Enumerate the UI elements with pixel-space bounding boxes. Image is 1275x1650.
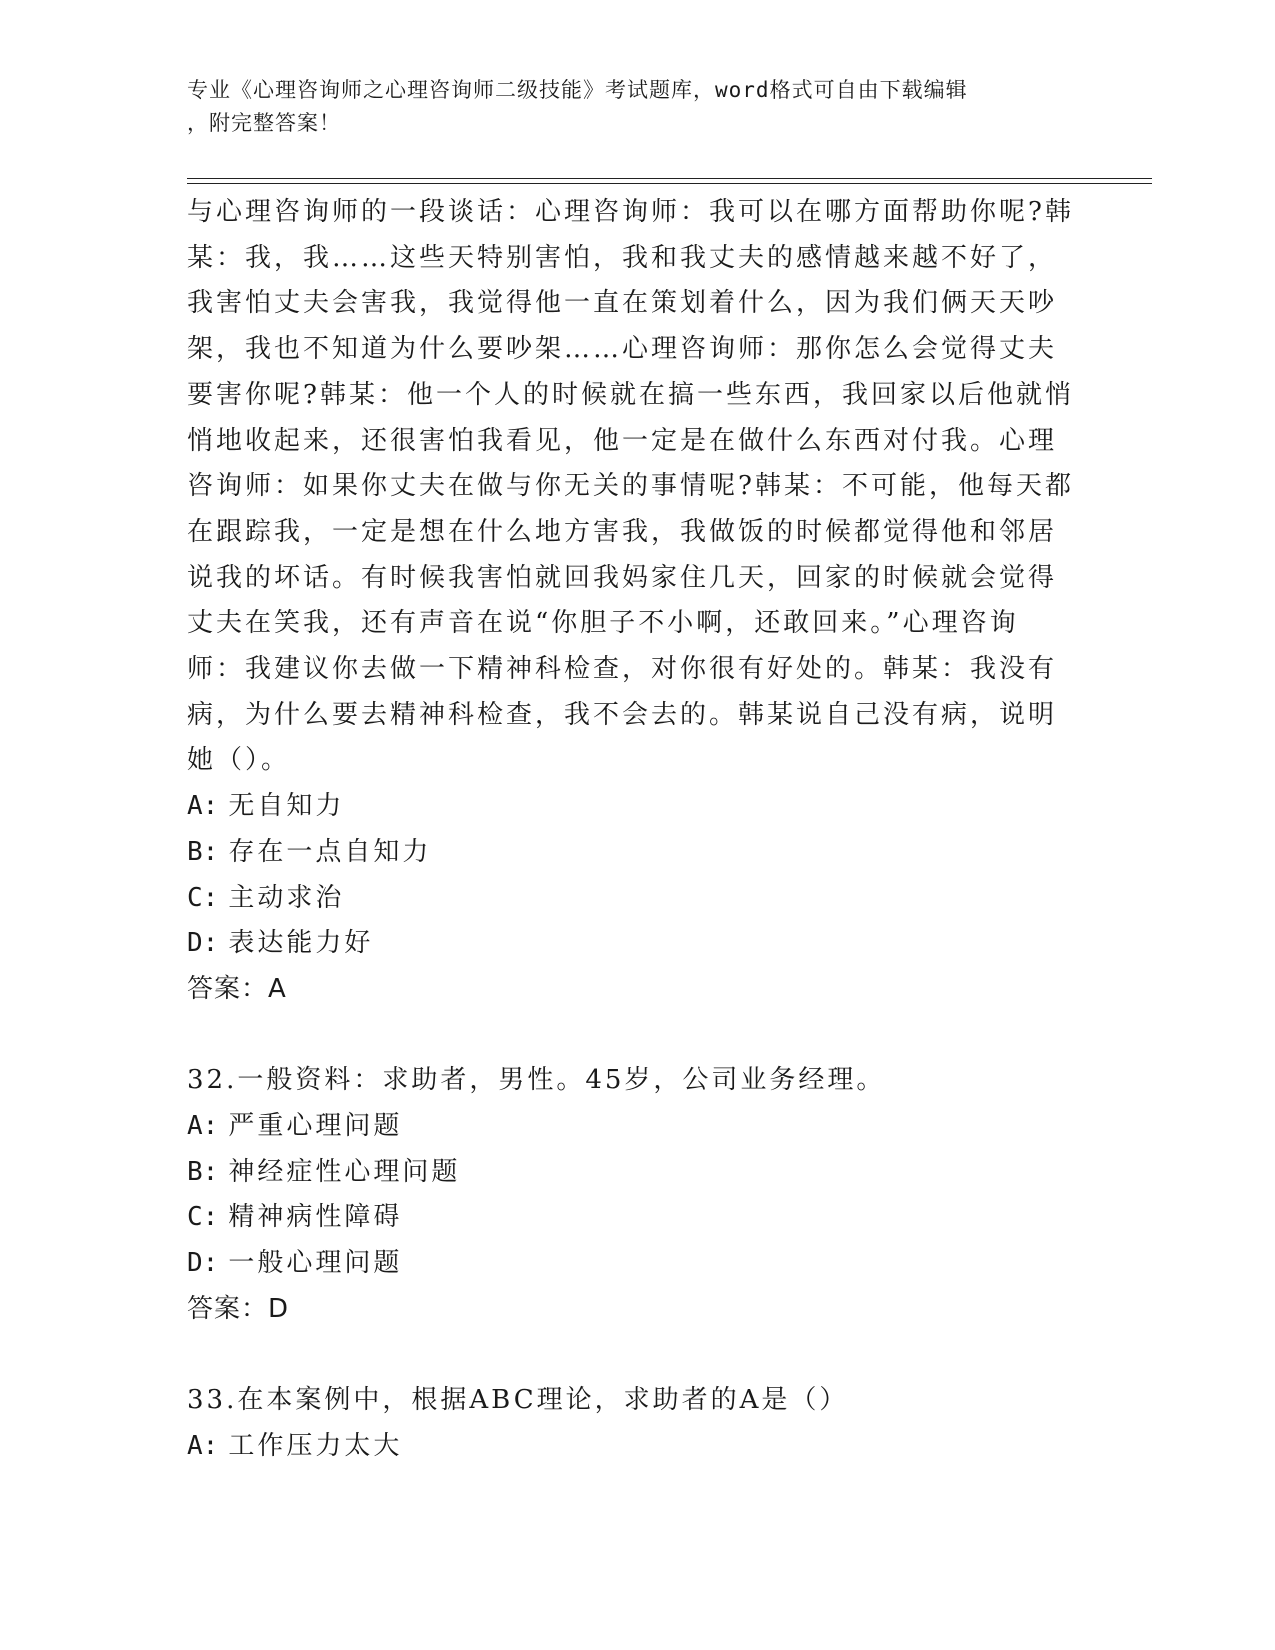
header-line-1: 专业《心理咨询师之心理咨询师二级技能》考试题库，word格式可自由下载编辑 — [187, 78, 968, 102]
option-text: 主动求治 — [228, 882, 345, 913]
option-key: A: — [187, 1430, 219, 1461]
option-d — [187, 1241, 1087, 1287]
question-stem-line: 与心理咨询师的一段谈话：心理咨询师：我可以在哪方面帮助你呢?韩 — [187, 197, 1074, 227]
question-33 — [187, 1378, 1087, 1469]
option-b — [187, 1150, 1087, 1196]
document-header — [187, 74, 1067, 140]
option-b — [187, 830, 1087, 876]
question-stem-line: 病，为什么要去精神科检查，我不会去的。韩某说自己没有病，说明 — [187, 699, 1058, 730]
question-stem-line: 某：我，我……这些天特别害怕，我和我丈夫的感情越来越不好了， — [187, 242, 1058, 273]
option-key: B: — [187, 836, 219, 867]
option-text: 存在一点自知力 — [228, 836, 432, 867]
question-31 — [187, 190, 1087, 1013]
question-stem-line: 架，我也不知道为什么要吵架……心理咨询师：那你怎么会觉得丈夫 — [187, 334, 1058, 365]
question-stem-line: 我害怕丈夫会害我，我觉得他一直在策划着什么，因为我们俩天天吵 — [187, 288, 1058, 319]
option-text: 无自知力 — [228, 791, 345, 822]
option-key: B: — [187, 1156, 219, 1187]
option-a — [187, 784, 1087, 830]
question-stem: 32.一般资料：求助者，男性。45岁，公司业务经理。 — [187, 1065, 886, 1096]
option-c — [187, 876, 1087, 922]
question-stem-line: 要害你呢?韩某：他一个人的时候就在搞一些东西，我回家以后他就悄 — [187, 379, 1074, 410]
question-stem-line: 师：我建议你去做一下精神科检查，对你很有好处的。韩某：我没有 — [187, 654, 1058, 685]
question-stem-line: 咨询师：如果你丈夫在做与你无关的事情呢?韩某：不可能，他每天都 — [187, 471, 1074, 502]
option-text: 严重心理问题 — [228, 1111, 403, 1142]
question-stem-line: 她（）。 — [187, 745, 291, 776]
header-divider-top — [187, 178, 1152, 179]
option-key: D: — [187, 928, 219, 959]
option-d — [187, 921, 1087, 967]
question-stem: 33.在本案例中，根据ABC理论，求助者的A是（） — [187, 1385, 849, 1416]
option-a — [187, 1104, 1087, 1150]
header-line-2: ，附完整答案！ — [187, 111, 341, 135]
question-32 — [187, 1058, 1087, 1332]
option-key: A: — [187, 791, 219, 822]
option-text: 表达能力好 — [228, 928, 374, 959]
spacer — [187, 1333, 1087, 1379]
option-key: A: — [187, 1111, 219, 1142]
document-body — [187, 190, 1087, 1470]
answer: 答案：A — [187, 973, 287, 1004]
option-text: 工作压力太大 — [228, 1430, 403, 1461]
option-a — [187, 1424, 1087, 1470]
spacer — [187, 1013, 1087, 1059]
question-stem-line: 在跟踪我，一定是想在什么地方害我，我做饭的时候都觉得他和邻居 — [187, 516, 1058, 547]
option-text: 精神病性障碍 — [228, 1202, 403, 1233]
question-stem-line: 悄地收起来，还很害怕我看见，他一定是在做什么东西对付我。心理 — [187, 425, 1058, 456]
option-key: D: — [187, 1248, 219, 1279]
question-stem-line: 说我的坏话。有时候我害怕就回我妈家住几天，回家的时候就会觉得 — [187, 562, 1058, 593]
option-text: 一般心理问题 — [228, 1248, 403, 1279]
option-text: 神经症性心理问题 — [228, 1156, 461, 1187]
option-key: C: — [187, 1202, 219, 1233]
answer: 答案：D — [187, 1293, 290, 1324]
question-stem-line: 丈夫在笑我，还有声音在说“你胆子不小啊，还敢回来。”心理咨询 — [187, 608, 1019, 639]
option-c — [187, 1195, 1087, 1241]
header-divider-bottom — [187, 183, 1152, 184]
option-key: C: — [187, 882, 219, 913]
